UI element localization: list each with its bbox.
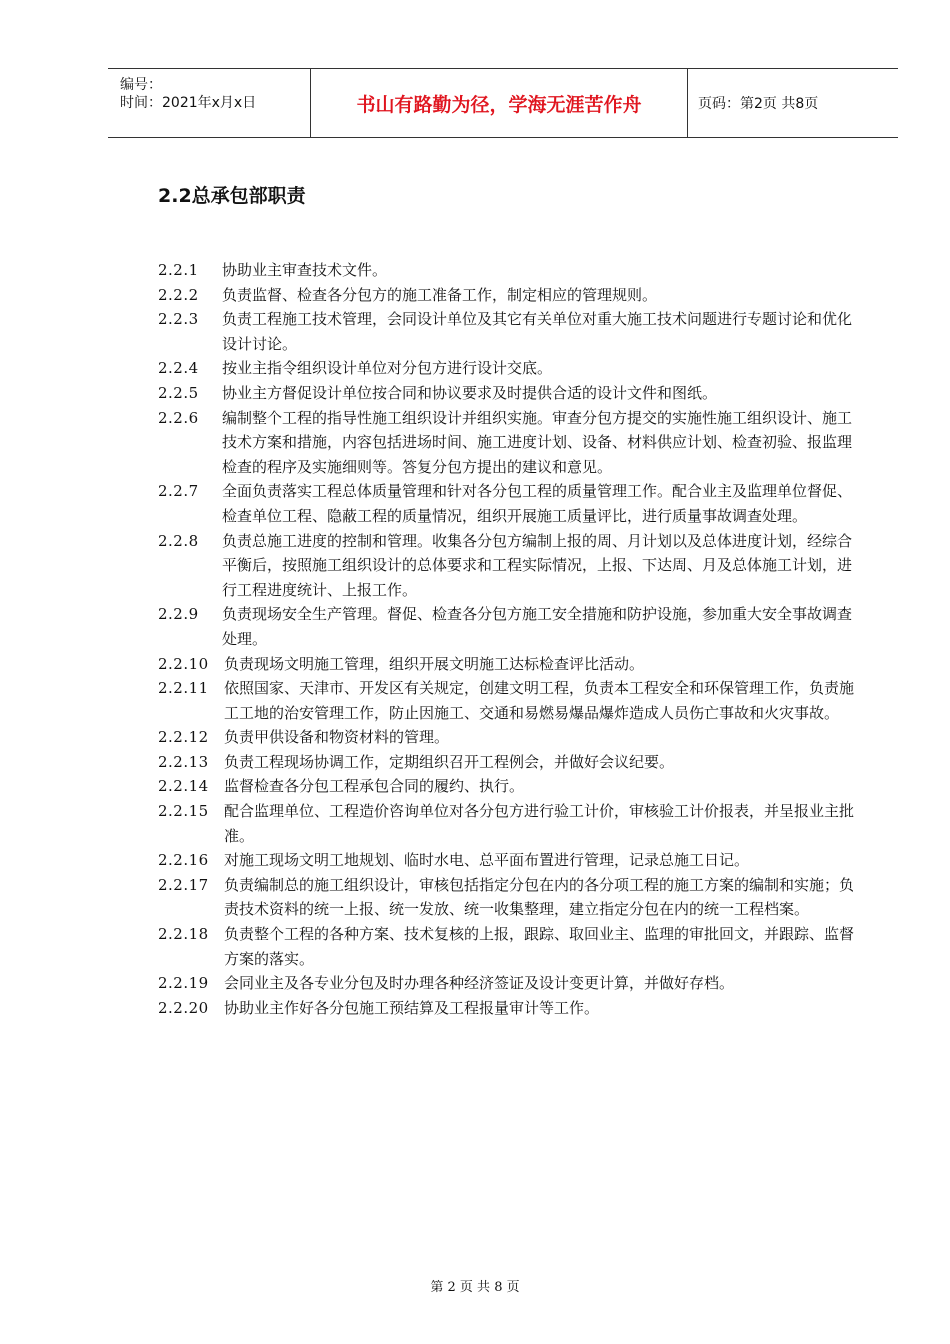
list-item (158, 996, 858, 1021)
item-number: 2.2.8 (158, 531, 199, 550)
item-text: 负责工程施工技术管理，会同设计单位及其它有关单位对重大施工技术问题进行专题讨论和优化设计讨论。 (222, 310, 853, 353)
item-number: 2.2.1 (158, 261, 199, 279)
time-label: 时间：2021年x月x日 (120, 95, 257, 111)
item-number: 2.2.20 (158, 998, 209, 1017)
list-item (158, 848, 858, 873)
item-number: 2.2.16 (158, 851, 209, 870)
list-item (158, 529, 858, 603)
header-meta (108, 69, 310, 137)
item-number: 2.2.18 (158, 925, 209, 944)
item-text: 负责监督、检查各分包方的施工准备工作，制定相应的管理规则。 (222, 285, 658, 304)
list-item (158, 406, 858, 480)
item-number: 2.2.7 (158, 482, 199, 501)
item-text: 协业主方督促设计单位按合同和协议要求及时提供合适的设计文件和图纸。 (222, 383, 718, 402)
item-text: 负责甲供设备和物资材料的管理。 (224, 728, 450, 747)
item-number: 2.2.3 (158, 310, 199, 329)
list-item (158, 922, 858, 971)
item-text: 编制整个工程的指导性施工组织设计并组织实施。审查分包方提交的实施性施工组织设计、施工技术方案和措施，内容包括进场时间、施工进度计划、设备、材料供应计划、检查初验、报监理检查的程序及实施细则等。答复分包方提出的建议和意见。 (222, 408, 853, 476)
list-item (158, 774, 858, 799)
item-text: 对施工现场文明工地规划、临时水电、总平面布置进行管理，记录总施工日记。 (224, 851, 750, 870)
header-page-info: 页码：第2页 共8页 (698, 96, 819, 112)
item-text: 会同业主及各专业分包及时办理各种经济签证及设计变更计算，并做好存档。 (224, 974, 735, 993)
page-header (108, 68, 898, 138)
item-text: 依照国家、天津市、开发区有关规定，创建文明工程，负责本工程安全和环保管理工作，负责施工工地的治安管理工作，防止因施工、交通和易燃易爆品爆炸造成人员伤亡事故和火灾事故。 (224, 679, 855, 722)
item-text: 负责现场安全生产管理。督促、检查各分包方施工安全措施和防护设施，参加重大安全事故调查处理。 (222, 605, 853, 648)
item-number: 2.2.6 (158, 408, 199, 427)
duty-list (158, 258, 858, 1020)
item-text: 负责现场文明施工管理，组织开展文明施工达标检查评比活动。 (224, 654, 645, 673)
item-number: 2.2.4 (158, 359, 199, 378)
item-number: 2.2.10 (158, 654, 209, 673)
item-text: 协助业主作好各分包施工预结算及工程报量审计等工作。 (224, 998, 600, 1017)
item-text: 协助业主审查技术文件。 (222, 261, 388, 279)
list-item (158, 652, 858, 677)
item-number: 2.2.19 (158, 974, 209, 993)
list-item (158, 307, 858, 356)
item-text: 负责工程现场协调工作，定期组织召开工程例会，并做好会议纪要。 (224, 752, 675, 771)
item-number: 2.2.9 (158, 605, 199, 624)
item-text: 负责编制总的施工组织设计，审核包括指定分包在内的各分项工程的施工方案的编制和实施；负责技术资料的统一上报、统一发放、统一收集整理，建立指定分包在内的统一工程档案。 (224, 875, 855, 919)
item-number: 2.2.5 (158, 383, 199, 402)
item-number: 2.2.15 (158, 802, 209, 821)
item-number: 2.2.11 (158, 679, 209, 698)
list-item (158, 971, 858, 996)
list-item (158, 283, 858, 308)
item-text: 全面负责落实工程总体质量管理和针对各分包工程的质量管理工作。配合业主及监理单位督促、检查单位工程、隐蔽工程的质量情况，组织开展施工质量评比，进行质量事故调查处理。 (222, 482, 853, 525)
list-item (158, 258, 858, 283)
item-text: 负责总施工进度的控制和管理。收集各分包方编制上报的周、月计划以及总体进度计划，经综合平衡后，按照施工组织设计的总体要求和工程实际情况，上报、下达周、月及总体施工计划，进行工程进度统计、上报工作。 (222, 531, 853, 599)
item-number: 2.2.12 (158, 728, 209, 747)
list-item (158, 381, 858, 406)
page-footer: 第 2 页 共 8 页 (430, 1280, 520, 1295)
list-item (158, 799, 858, 848)
list-item (158, 479, 858, 528)
list-item (158, 676, 858, 725)
item-text: 按业主指令组织设计单位对分包方进行设计交底。 (222, 359, 553, 378)
header-motto: 书山有路勤为径，学海无涯苦作舟 (356, 93, 642, 116)
list-item (158, 356, 858, 381)
section-title: 2.2总承包部职责 (158, 185, 306, 207)
list-item (158, 602, 858, 651)
item-number: 2.2.2 (158, 285, 199, 304)
item-number: 2.2.13 (158, 752, 209, 771)
code-label: 编号： (120, 77, 162, 93)
list-item (158, 750, 858, 775)
list-item (158, 725, 858, 750)
item-number: 2.2.17 (158, 875, 209, 894)
item-text: 负责整个工程的各种方案、技术复核的上报，跟踪、取回业主、监理的审批回文，并跟踪、监督方案的落实。 (224, 925, 855, 968)
item-text: 配合监理单位、工程造价咨询单位对各分包方进行验工计价，审核验工计价报表，并呈报业主批准。 (224, 802, 855, 845)
item-text: 监督检查各分包工程承包合同的履约、执行。 (224, 777, 525, 796)
item-number: 2.2.14 (158, 777, 209, 796)
list-item (158, 873, 858, 922)
